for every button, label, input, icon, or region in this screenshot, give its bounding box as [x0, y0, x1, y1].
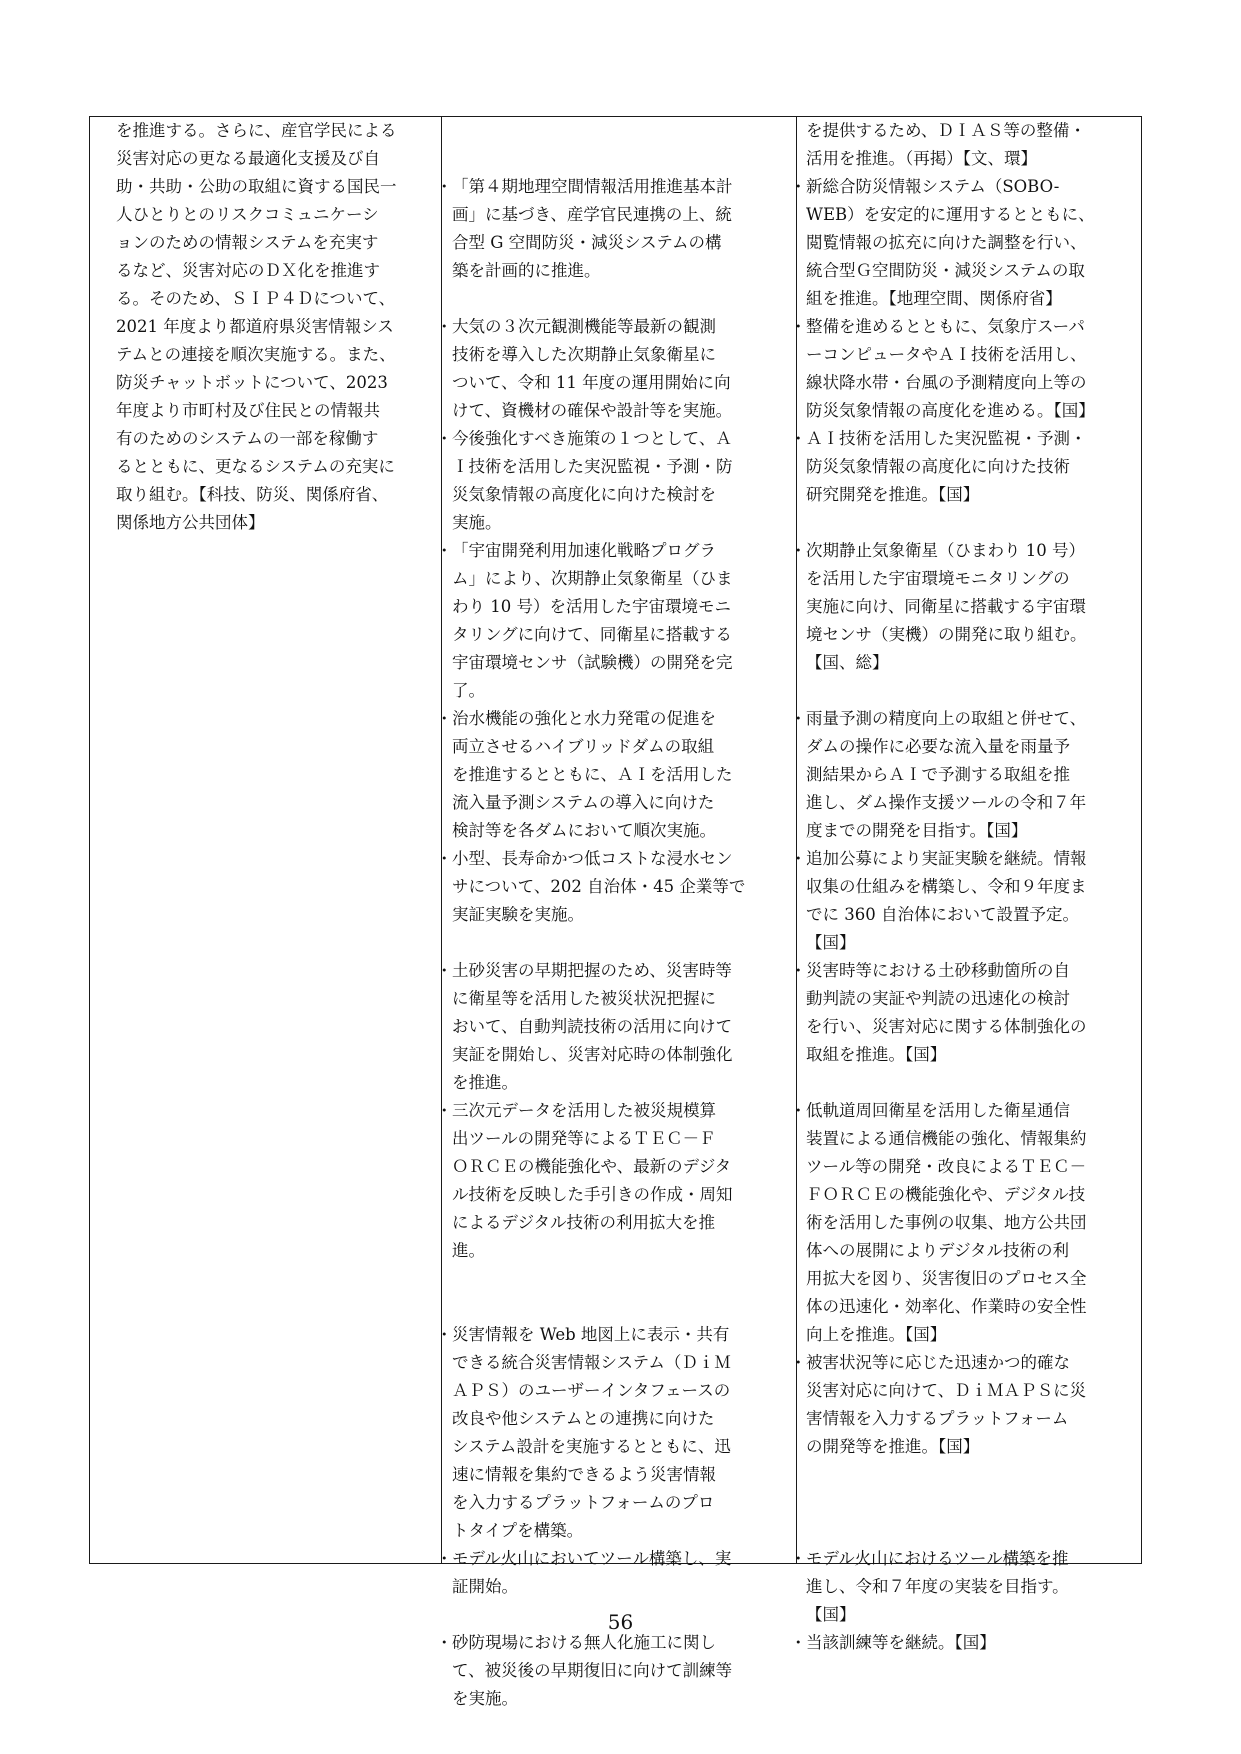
bullet-marker: ・: [790, 541, 807, 560]
text-line: の開発等を推進。【国】: [806, 1437, 980, 1456]
list-item: [436, 957, 762, 1097]
text-line: 助・共助・公助の取組に資する国民一: [116, 177, 397, 196]
text-line: ＡＰＳ）のユーザーインタフェースの: [452, 1381, 731, 1400]
text-line: ＯＲＣＥの機能強化や、最新のデジタ: [452, 1157, 732, 1176]
text-line: 度までの開発を目指す。【国】: [806, 821, 1028, 840]
text-line: 検討等を各ダムにおいて順次実施。: [452, 821, 716, 840]
text-line: 築を計画的に推進。: [452, 261, 601, 280]
text-line: 進し、ダム操作支援ツールの令和７年: [806, 793, 1087, 812]
text-line: 災害情報を Web 地図上に表示・共有: [452, 1325, 730, 1344]
text-line: 年度より市町村及び住民との情報共: [116, 401, 380, 420]
text-line: 被害状況等に応じた迅速かつ的確な: [806, 1353, 1070, 1372]
text-line: 活用を推進。（再掲）【文、環】: [806, 149, 1037, 168]
text-line: 実証実験を実施。: [452, 905, 584, 924]
text-line: 今後強化すべき施策の１つとして、Ａ: [452, 429, 732, 448]
text-line: 用拡大を図り、災害復旧のプロセス全: [806, 1269, 1087, 1288]
text-line: 【国、総】: [806, 653, 889, 672]
text-line: に衛星等を活用した被災状況把握に: [452, 989, 716, 1008]
list-item: [790, 845, 1116, 957]
text-line: ム」により、次期静止気象衛星（ひま: [452, 569, 733, 588]
text-line: を行い、災害対応に関する体制強化の: [806, 1017, 1087, 1036]
text-line: 進し、令和７年度の実装を目指す。: [806, 1577, 1069, 1596]
text-line: 向上を推進。【国】: [806, 1325, 947, 1344]
text-line: WEB）を安定的に運用するとともに、: [806, 205, 1095, 224]
list-item: [790, 173, 1116, 313]
bullet-marker: ・: [790, 429, 807, 448]
text-line: によるデジタル技術の利用拡大を推: [452, 1213, 716, 1232]
text-line: 装置による通信機能の強化、情報集約: [806, 1129, 1087, 1148]
text-line: でに 360 自治体において設置予定。: [806, 905, 1079, 924]
text-line: 体の迅速化・効率化、作業時の安全性: [806, 1297, 1087, 1316]
text-line: 速に情報を集約できるよう災害情報: [452, 1465, 716, 1484]
text-line: 次期静止気象衛星（ひまわり 10 号）: [806, 541, 1085, 560]
text-line: 【国】: [806, 1605, 856, 1624]
text-line: 関係地方公共団体】: [116, 513, 265, 532]
text-line: 測結果からＡＩで予測する取組を推: [806, 765, 1070, 784]
text-line: サについて、202 自治体・45 企業等で: [452, 877, 746, 896]
bullet-marker: ・: [436, 429, 453, 448]
text-line: 防災気象情報の高度化を進める。【国】: [806, 401, 1095, 420]
list-item: [436, 1545, 762, 1601]
text-line: 閲覧情報の拡充に向けた調整を行い、: [806, 233, 1087, 252]
text-line: 土砂災害の早期把握のため、災害時等: [452, 961, 732, 980]
text-line: 実施に向け、同衛星に搭載する宇宙環: [806, 597, 1086, 616]
list-item: [436, 1629, 762, 1713]
bullet-marker: ・: [436, 177, 453, 196]
text-line: を推進するとともに、ＡＩを活用した: [452, 765, 733, 784]
list-item: [436, 537, 762, 705]
list-item: [790, 537, 1116, 677]
list-item: [436, 1321, 762, 1545]
list-item: [790, 957, 1116, 1069]
text-line: 実証を開始し、災害対応時の体制強化: [452, 1045, 733, 1064]
text-line: る。そのため、ＳＩＰ４Ｄについて、: [116, 289, 396, 308]
text-line: ーコンピュータやＡＩ技術を活用し、: [806, 345, 1087, 364]
text-line: ル技術を反映した手引きの作成・周知: [452, 1185, 733, 1204]
text-line: Ｉ技術を活用した実況監視・予測・防: [452, 457, 733, 476]
text-line: 了。: [452, 681, 485, 700]
text-line: 両立させるハイブリッドダムの取組: [452, 737, 715, 756]
bullet-marker: ・: [436, 541, 453, 560]
text-line: 2021 年度より都道府県災害情報シス: [116, 317, 394, 336]
text-line: システム設計を実施するとともに、迅: [452, 1437, 731, 1456]
text-line: 小型、長寿命かつ低コストな浸水セン: [452, 849, 733, 868]
list-item: [790, 705, 1116, 845]
text-line: ついて、令和 11 年度の運用開始に向: [452, 373, 731, 392]
text-line: 有のためのシステムの一部を稼働す: [116, 429, 379, 448]
text-line: 治水機能の強化と水力発電の促進を: [452, 709, 716, 728]
list-item: [436, 1097, 762, 1265]
bullet-marker: ・: [436, 317, 453, 336]
text-line: を活用した宇宙環境モニタリングの: [806, 569, 1070, 588]
text-line: トタイプを構築。: [452, 1521, 584, 1540]
bullet-marker: ・: [790, 961, 807, 980]
text-line: 取組を推進。【国】: [806, 1045, 947, 1064]
text-line: タリングに向けて、同衛星に搭載する: [452, 625, 732, 644]
text-line: 当該訓練等を継続。【国】: [806, 1633, 996, 1652]
text-line: 災害時等における土砂移動箇所の自: [806, 961, 1070, 980]
text-line: 組を推進。【地理空間、関係府省】: [806, 289, 1062, 308]
text-line: 体への展開によりデジタル技術の利: [806, 1241, 1070, 1260]
text-line: 「宇宙開発利用加速化戦略プログラ: [452, 541, 716, 560]
text-line: 防災チャットボットについて、2023: [116, 373, 388, 392]
text-line: 追加公募により実証実験を継続。情報: [806, 849, 1087, 868]
bullet-marker: ・: [436, 1633, 453, 1652]
list-item: [790, 313, 1116, 425]
bullet-marker: ・: [436, 961, 453, 980]
text-line: モデル火山においてツール構築し、実: [452, 1549, 732, 1568]
text-line: 取り組む。【科技、防災、関係府省、: [116, 485, 389, 504]
bullet-marker: ・: [436, 1549, 453, 1568]
text-line: 整備を進めるとともに、気象庁スーパ: [806, 317, 1085, 336]
bullet-marker: ・: [790, 1633, 807, 1652]
text-line: 防災気象情報の高度化に向けた技術: [806, 457, 1070, 476]
bullet-marker: ・: [790, 317, 807, 336]
text-line: わり 10 号）を活用した宇宙環境モニ: [452, 597, 731, 616]
text-line: るなど、災害対応のＤＸ化を推進す: [116, 261, 380, 280]
text-line: 害情報を入力するプラットフォーム: [806, 1409, 1069, 1428]
text-line: を推進。: [452, 1073, 518, 1092]
text-line: 新総合防災情報システム（SOBO-: [806, 177, 1060, 196]
text-line: 流入量予測システムの導入に向けた: [452, 793, 715, 812]
text-line: 画」に基づき、産学官民連携の上、統: [452, 205, 732, 224]
text-line: 砂防現場における無人化施工に関し: [452, 1633, 716, 1652]
text-line: 合型 G 空間防災・減災システムの構: [452, 233, 722, 252]
bullet-marker: ・: [790, 849, 807, 868]
text-line: て、被災後の早期復旧に向けて訓練等: [452, 1661, 733, 1680]
bullet-marker: ・: [790, 1353, 807, 1372]
list-item: [790, 1349, 1116, 1461]
page-number: 56: [607, 1610, 634, 1634]
text-line: モデル火山におけるツール構築を推: [806, 1549, 1069, 1568]
text-line: 大気の３次元観測機能等最新の観測: [452, 317, 716, 336]
list-item: [436, 425, 762, 537]
text-line: 研究開発を推進。【国】: [806, 485, 980, 504]
text-line: 技術を導入した次期静止気象衛星に: [452, 345, 716, 364]
list-item: [436, 313, 762, 425]
text-line: けて、資機材の確保や設計等を実施。: [452, 401, 733, 420]
column-initiative-description: [116, 117, 397, 537]
text-line: テムとの連接を順次実施する。また、: [116, 345, 396, 364]
bullet-marker: ・: [436, 849, 453, 868]
list-item: [790, 425, 1116, 509]
text-line: 証開始。: [452, 1577, 518, 1596]
bullet-marker: ・: [790, 1549, 807, 1568]
text-line: 三次元データを活用した被災規模算: [452, 1101, 716, 1120]
text-line: ＦＯＲＣＥの機能強化や、デジタル技: [806, 1185, 1086, 1204]
text-line: 境センサ（実機）の開発に取り組む。: [806, 625, 1087, 644]
text-line: 進。: [452, 1241, 485, 1260]
text-line: 動判読の実証や判読の迅速化の検討: [806, 989, 1070, 1008]
text-line: を入力するプラットフォームのプロ: [452, 1493, 715, 1512]
text-line: を提供するため、ＤＩＡＳ等の整備・: [806, 121, 1086, 140]
bullet-marker: ・: [436, 709, 453, 728]
text-line: おいて、自動判読技術の活用に向けて: [452, 1017, 733, 1036]
text-line: ダムの操作に必要な流入量を雨量予: [806, 737, 1070, 756]
text-line: を実施。: [452, 1689, 518, 1708]
text-line: 収集の仕組みを構築し、令和９年度ま: [806, 877, 1087, 896]
bullet-marker: ・: [790, 177, 807, 196]
list-item: [790, 1097, 1116, 1349]
text-line: ＡＩ技術を活用した実況監視・予測・: [806, 429, 1087, 448]
text-line: 雨量予測の精度向上の取組と併せて、: [806, 709, 1087, 728]
text-line: 線状降水帯・台風の予測精度向上等の: [806, 373, 1087, 392]
text-line: 術を活用した事例の収集、地方公共団: [806, 1213, 1087, 1232]
text-line: ツール等の開発・改良によるＴＥＣ－: [806, 1157, 1087, 1176]
list-item: [436, 705, 762, 845]
text-line: 改良や他システムとの連携に向けた: [452, 1409, 715, 1428]
text-line: 出ツールの開発等によるＴＥＣ－Ｆ: [452, 1129, 716, 1148]
text-line: 統合型Ｇ空間防災・減災システムの取: [806, 261, 1085, 280]
list-item: [806, 117, 1116, 173]
text-line: 「第４期地理空間情報活用推進基本計: [452, 177, 733, 196]
list-item: [436, 845, 762, 929]
bullet-marker: ・: [436, 1325, 453, 1344]
bullet-marker: ・: [436, 1101, 453, 1120]
text-line: 災害対応の更なる最適化支援及び自: [116, 149, 380, 168]
text-line: るとともに、更なるシステムの充実に: [116, 457, 395, 476]
text-line: できる統合災害情報システム（ＤｉＭ: [452, 1353, 731, 1372]
text-line: 人ひとりとのリスクコミュニケーシ: [116, 205, 379, 224]
text-line: 災害対応に向けて、ＤｉＭＡＰＳに災: [806, 1381, 1087, 1400]
bullet-marker: ・: [790, 1101, 807, 1120]
text-line: 災気象情報の高度化に向けた検討を: [452, 485, 716, 504]
list-item: [436, 173, 762, 285]
bullet-marker: ・: [790, 709, 807, 728]
text-line: 実施。: [452, 513, 502, 532]
text-line: ョンのための情報システムを充実す: [116, 233, 379, 252]
text-line: を推進する。さらに、産官学民による: [116, 121, 397, 140]
text-line: 【国】: [806, 933, 856, 952]
text-line: 低軌道周回衛星を活用した衛星通信: [806, 1101, 1070, 1120]
text-line: 宇宙環境センサ（試験機）の開発を完: [452, 653, 733, 672]
